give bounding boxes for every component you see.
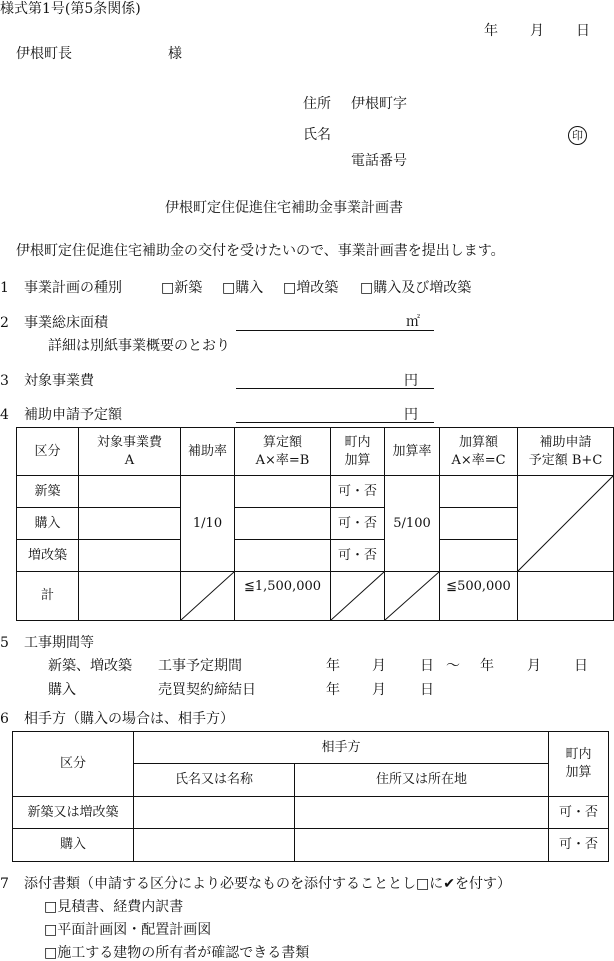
t2-row-label-new: 新築又は増改築 <box>13 797 134 829</box>
subsidy-table <box>16 427 614 621</box>
period-start-year: 年 <box>326 658 340 674</box>
date-month: 月 <box>530 23 544 39</box>
item5-number: 5 <box>0 635 9 651</box>
header-subsidy-request: 補助申請 予定額 B+C <box>518 428 614 476</box>
option-extension[interactable]: □増改築 <box>283 280 339 296</box>
doc-estimate[interactable]: □見積書、経費内訳書 <box>44 899 184 915</box>
add-rate-total-diagonal <box>385 572 440 621</box>
period-end-day: 日 <box>574 658 588 674</box>
t2-row-label-purchase: 購入 <box>13 829 134 862</box>
date-day: 日 <box>576 23 590 39</box>
row-label-new: 新築 <box>17 476 79 508</box>
name-label: 氏名 <box>303 127 331 143</box>
date-year: 年 <box>484 23 498 39</box>
doc-ownership[interactable]: □施工する建物の所有者が確認できる書類 <box>44 945 310 961</box>
period-end-month: 月 <box>527 658 541 674</box>
choice-purchase[interactable]: 可・否 <box>331 508 385 540</box>
add-rate-value: 5/100 <box>385 476 440 572</box>
total-calc-limit: ≦1,500,000 <box>235 572 331 621</box>
item2-note: 詳細は別紙事業概要のとおり <box>48 338 230 354</box>
item2-label: 事業総床面積 <box>24 315 108 331</box>
seal-mark: 印 <box>568 126 587 145</box>
address-label: 住所 <box>303 96 331 112</box>
cell-cost-purchase[interactable] <box>79 508 181 540</box>
cell-calc-new[interactable] <box>235 476 331 508</box>
cell-add-extension[interactable] <box>440 540 518 572</box>
cell-calc-purchase[interactable] <box>235 508 331 540</box>
period-tilde: ～ <box>446 658 460 674</box>
period-row1-type: 新築、増改築 <box>48 658 132 674</box>
intro-text: 伊根町定住促進住宅補助金の交付を受けたいので、事業計画書を提出します。 <box>16 243 505 259</box>
item6-number: 6 <box>0 711 9 727</box>
floor-area-unit: ㎡ <box>406 314 420 330</box>
addressee-name: 伊根町長 <box>16 46 72 62</box>
counterparty-table <box>12 731 609 862</box>
contract-day: 日 <box>420 682 434 698</box>
option-purchase-extension[interactable]: □購入及び増改築 <box>360 280 472 296</box>
t2-header-kubun: 区分 <box>13 732 134 797</box>
cell-cost-new[interactable] <box>79 476 181 508</box>
total-add-limit: ≦500,000 <box>440 572 518 621</box>
diagonal-line <box>181 572 234 620</box>
cell-request-total[interactable] <box>518 572 614 621</box>
period-row2-desc: 売買契約締結日 <box>158 682 256 698</box>
item4-label: 補助申請予定額 <box>24 407 122 423</box>
t2-header-town-bonus: 町内 加算 <box>549 732 609 797</box>
header-target-cost: 対象事業費 A <box>79 428 181 476</box>
addressee-honorific: 様 <box>168 46 182 62</box>
t2-header-name: 氏名又は名称 <box>134 764 295 797</box>
item7-label: 添付書類（申請する区分により必要なものを添付することとし□に✔を付す） <box>24 876 511 892</box>
doc-floor-plan[interactable]: □平面計画図・配置計画図 <box>44 922 212 938</box>
period-row2-type: 購入 <box>48 682 76 698</box>
diagonal-line <box>385 572 439 620</box>
t2-cell-name-new[interactable] <box>134 797 295 829</box>
header-add-rate: 加算率 <box>385 428 440 476</box>
subsidy-request-diagonal <box>518 476 614 572</box>
option-purchase[interactable]: □購入 <box>222 280 264 296</box>
period-row1-desc: 工事予定期間 <box>158 658 242 674</box>
option-new-build[interactable]: □新築 <box>161 280 203 296</box>
item3-number: 3 <box>0 373 9 389</box>
row-label-total: 計 <box>17 572 79 621</box>
t2-cell-name-purchase[interactable] <box>134 829 295 862</box>
diagonal-line <box>518 476 613 571</box>
diagonal-line <box>331 572 384 620</box>
cell-calc-extension[interactable] <box>235 540 331 572</box>
cell-add-new[interactable] <box>440 476 518 508</box>
cell-add-purchase[interactable] <box>440 508 518 540</box>
form-number: 様式第1号(第5条関係) <box>0 1 141 17</box>
subsidy-amount-unit: 円 <box>404 407 418 423</box>
header-add-amount: 加算額 A×率=C <box>440 428 518 476</box>
item5-label: 工事期間等 <box>24 635 94 651</box>
header-town-bonus: 町内 加算 <box>331 428 385 476</box>
period-start-day: 日 <box>420 658 434 674</box>
header-kubun: 区分 <box>17 428 79 476</box>
project-cost-unit: 円 <box>404 373 418 389</box>
t2-header-address: 住所又は所在地 <box>295 764 549 797</box>
item6-label: 相手方（購入の場合は、相手方） <box>24 711 234 727</box>
contract-year: 年 <box>326 682 340 698</box>
t2-choice-new[interactable]: 可・否 <box>549 797 609 829</box>
item7-number: 7 <box>0 876 9 892</box>
choice-new[interactable]: 可・否 <box>331 476 385 508</box>
rate-total-diagonal <box>181 572 235 621</box>
t2-header-counterparty: 相手方 <box>134 732 549 764</box>
address-value: 伊根町字 <box>351 96 407 112</box>
item2-number: 2 <box>0 315 9 331</box>
period-end-year: 年 <box>480 658 494 674</box>
row-label-extension: 増改築 <box>17 540 79 572</box>
t2-cell-address-new[interactable] <box>295 797 549 829</box>
cell-cost-total[interactable] <box>79 572 181 621</box>
t2-choice-purchase[interactable]: 可・否 <box>549 829 609 862</box>
t2-cell-address-purchase[interactable] <box>295 829 549 862</box>
row-label-purchase: 購入 <box>17 508 79 540</box>
contract-month: 月 <box>372 682 386 698</box>
choice-extension[interactable]: 可・否 <box>331 540 385 572</box>
item1-number: 1 <box>0 280 9 296</box>
rate-value: 1/10 <box>181 476 235 572</box>
item4-number: 4 <box>0 407 9 423</box>
document-title: 伊根町定住促進住宅補助金事業計画書 <box>165 200 403 216</box>
phone-label: 電話番号 <box>351 153 407 169</box>
town-total-diagonal <box>331 572 385 621</box>
cell-cost-extension[interactable] <box>79 540 181 572</box>
floor-area-field[interactable] <box>236 330 434 331</box>
header-calc-amount: 算定額 A×率=B <box>235 428 331 476</box>
period-start-month: 月 <box>372 658 386 674</box>
item3-label: 対象事業費 <box>24 373 94 389</box>
item1-label: 事業計画の種別 <box>24 280 122 296</box>
header-rate: 補助率 <box>181 428 235 476</box>
